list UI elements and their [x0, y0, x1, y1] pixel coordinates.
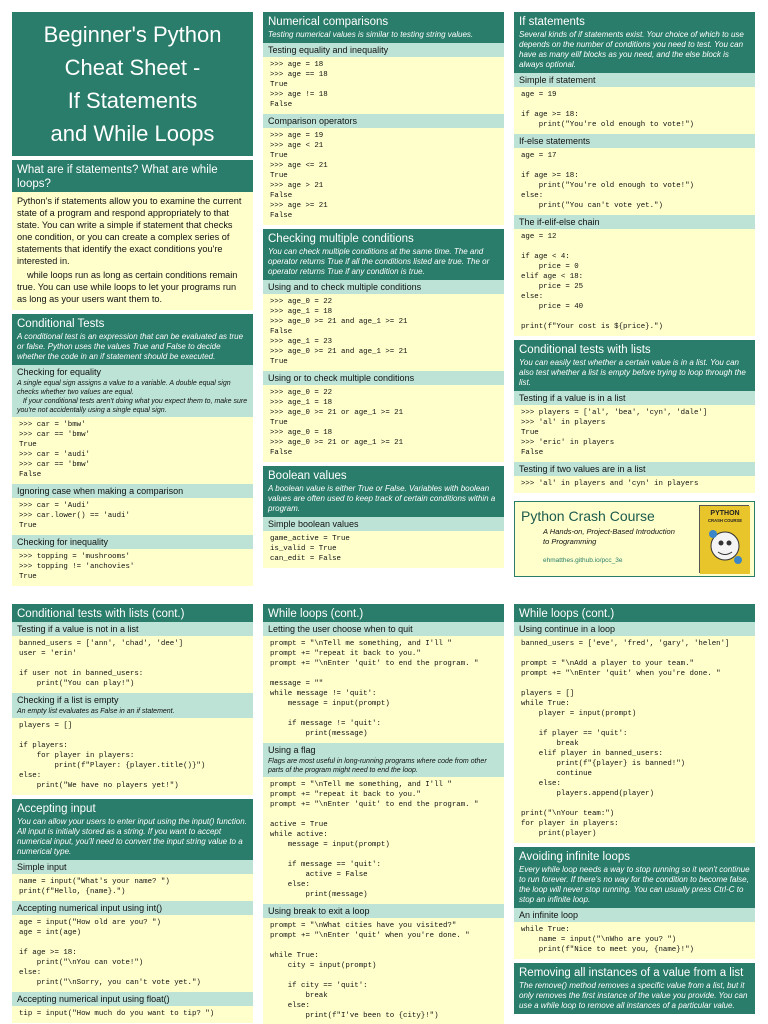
code-block: >>> age_0 = 22 >>> age_1 = 18 >>> age_0 >= 21 and age_1 >= 21 False >>> age_1 = 23 >>> age_0 >= 21 and age_1 >= 21 True	[263, 294, 504, 371]
subsection-heading: Simple if statement	[514, 73, 755, 87]
title-line: and While Loops	[50, 121, 215, 146]
column-1	[12, 12, 253, 586]
subsection-heading: Using or to check multiple conditions	[263, 371, 504, 385]
section-heading: While loops (cont.)	[514, 604, 755, 622]
section-description: You can easily test whether a certain value is in a list. You can also test whether a list is empty before trying to loop through the list.	[514, 358, 755, 391]
subsection-heading: Ignoring case when making a comparison	[12, 484, 253, 498]
column-3	[514, 12, 755, 577]
section-description: A boolean value is either True or False. Variables with boolean values are often used to keep track of certain conditions within a program.	[263, 484, 504, 517]
code-block: >>> topping = 'mushrooms' >>> topping != 'anchovies' True	[12, 549, 253, 586]
subsection-heading: Accepting numerical input using float()	[12, 992, 253, 1006]
column-5	[263, 604, 504, 1024]
code-block: >>> 'al' in players and 'cyn' in players	[514, 476, 755, 493]
book-promo	[514, 501, 755, 577]
section-heading: Checking multiple conditions	[263, 229, 504, 247]
code-block: >>> car = 'bmw' >>> car == 'bmw' True >>> car = 'audi' >>> car == 'bmw' False	[12, 417, 253, 484]
subsection-description: A single equal sign assigns a value to a variable. A double equal sign checks whether two values are equal. If your conditional tests aren't doing what you expect them to, make sure you're not accidentally using a single equal sign.	[12, 379, 253, 417]
subsection-heading: Using a flag	[263, 743, 504, 757]
section-heading: What are if statements? What are while loops?	[12, 160, 253, 192]
code-block: >>> age = 19 >>> age < 21 True >>> age <= 21 True >>> age > 21 False >>> age >= 21 False	[263, 128, 504, 225]
subsection-heading: Letting the user choose when to quit	[263, 622, 504, 636]
section-description: You can allow your users to enter input using the input() function. All input is initially stored as a string. If you want to accept numerical input, you'll need to convert the input string value to a numerical type.	[12, 817, 253, 860]
svg-text:CRASH COURSE: CRASH COURSE	[708, 518, 742, 523]
section-heading: Accepting input	[12, 799, 253, 817]
intro-paragraph: while loops run as long as certain conditions remain true. You can use while loops to let your programs run as long as your users want them to.	[17, 270, 238, 304]
book-url[interactable]: ehmatthes.github.io/pcc_3e	[543, 557, 623, 564]
subsection-heading: Simple boolean values	[263, 517, 504, 531]
code-block: banned_users = ['eve', 'fred', 'gary', 'helen'] prompt = "\nAdd a player to your team." prompt += "\nEnter 'quit' when you're done. " players = [] while True: player = input(prompt) if player == 'quit': break elif player in banned_users: print(f"{player} is banned!") continue else: players.append(player) print("\nYour team:") for player in players: print(player)	[514, 636, 755, 843]
code-block: age = 17 if age >= 18: print("You're old enough to vote!") else: print("You can't vote yet.")	[514, 148, 755, 215]
column-4	[12, 604, 253, 1023]
section-heading: While loops (cont.)	[263, 604, 504, 622]
subsection-heading: Testing if a value is in a list	[514, 391, 755, 405]
title-line: Cheat Sheet -	[64, 55, 201, 80]
code-block: prompt = "\nTell me something, and I'll " prompt += "repeat it back to you." prompt += "\nEnter 'quit' to end the program. " message = "" while message != 'quit': message = input(prompt) if message != 'quit': print(message)	[263, 636, 504, 743]
subsection-heading: An infinite loop	[514, 908, 755, 922]
subsection-heading: Using continue in a loop	[514, 622, 755, 636]
code-block: age = 19 if age >= 18: print("You're old enough to vote!")	[514, 87, 755, 134]
section-heading: Removing all instances of a value from a list	[514, 963, 755, 981]
subsection-heading: Simple input	[12, 860, 253, 874]
intro-text	[12, 192, 253, 310]
section-description: Testing numerical values is similar to testing string values.	[263, 30, 504, 43]
code-block: prompt = "\nTell me something, and I'll " prompt += "repeat it back to you." prompt += "\nEnter 'quit' to end the program. " active = True while active: message = input(prompt) if message == 'quit': active = False else: print(message)	[263, 777, 504, 904]
code-block: age = 12 if age < 4: price = 0 elif age < 18: price = 25 else: price = 40 print(f"Your cost is ${price}.")	[514, 229, 755, 336]
subsection-heading: Testing equality and inequality	[263, 43, 504, 57]
subsection-heading: Using break to exit a loop	[263, 904, 504, 918]
section-description: Several kinds of if statements exist. Your choice of which to use depends on the number of conditions you need to test. You can have as many elif blocks as you need, and the else block is always optional.	[514, 30, 755, 73]
section-heading: Conditional Tests	[12, 314, 253, 332]
subsection-heading: Checking if a list is empty	[12, 693, 253, 707]
code-block: >>> players = ['al', 'bea', 'cyn', 'dale'] >>> 'al' in players True >>> 'eric' in players False	[514, 405, 755, 462]
subsection-heading: The if-elif-else chain	[514, 215, 755, 229]
code-block: tip = input("How much do you want to tip? ")	[12, 1006, 253, 1023]
section-heading: Conditional tests with lists (cont.)	[12, 604, 253, 622]
code-block: >>> age_0 = 22 >>> age_1 = 18 >>> age_0 >= 21 or age_1 >= 21 True >>> age_0 = 18 >>> age_0 >= 21 or age_1 >= 21 False	[263, 385, 504, 462]
title-box	[12, 12, 253, 156]
subsection-heading: If-else statements	[514, 134, 755, 148]
code-block: >>> car = 'Audi' >>> car.lower() == 'audi' True	[12, 498, 253, 535]
code-block: prompt = "\nWhat cities have you visited?" prompt += "\nEnter 'quit' when you're done. " while True: city = input(prompt) if city == 'quit': break else: print(f"I've been to {city}!")	[263, 918, 504, 1024]
section-description: You can check multiple conditions at the same time. The and operator returns True if all the conditions listed are true. The or operator returns True if any condition is true.	[263, 247, 504, 280]
section-heading: Numerical comparisons	[263, 12, 504, 30]
code-block: game_active = True is_valid = True can_edit = False	[263, 531, 504, 568]
subsection-description: Flags are most useful in long-running programs where code from other parts of the program might need to end the loop.	[263, 757, 504, 777]
section-heading: Conditional tests with lists	[514, 340, 755, 358]
subsection-description: An empty list evaluates as False in an if statement.	[12, 707, 253, 718]
title-line: If Statements	[67, 88, 198, 113]
subsection-heading: Accepting numerical input using int()	[12, 901, 253, 915]
subsection-heading: Testing if a value is not in a list	[12, 622, 253, 636]
code-block: banned_users = ['ann', 'chad', 'dee'] user = 'erin' if user not in banned_users: print("You can play!")	[12, 636, 253, 693]
svg-text:PYTHON: PYTHON	[710, 510, 740, 517]
intro-paragraph: Python's if statements allow you to examine the current state of a program and respond appropriately to that state. You can write a simple if statement that checks one condition, or you can create a complex series of statements that identify the exact conditions you're interested in.	[17, 196, 242, 266]
subsection-heading: Testing if two values are in a list	[514, 462, 755, 476]
section-description: The remove() method removes a specific value from a list, but it only removes the first instance of the value you provide. You can use a while loop to remove all instances of a particular value.	[514, 981, 755, 1014]
book-cover-image	[699, 505, 749, 573]
section-description: A conditional test is an expression that can be evaluated as true or false. Python uses the values True and False to decide whether the code in an if statement should be executed.	[12, 332, 253, 365]
code-block: while True: name = input("\nWho are you? ") print(f"Nice to meet you, {name}!")	[514, 922, 755, 959]
book-subtitle: A Hands-on, Project-Based Introduction to Programming	[543, 527, 675, 546]
section-heading: Boolean values	[263, 466, 504, 484]
section-description: Every while loop needs a way to stop running so it won't continue to run forever. If there's no way for the condition to become false, the loop will never stop running. You can usually press Ctrl-C to stop an infinite loop.	[514, 865, 755, 908]
column-2	[263, 12, 504, 568]
code-block: age = input("How old are you? ") age = int(age) if age >= 18: print("\nYou can vote!") else: print("\nSorry, you can't vote yet.")	[12, 915, 253, 992]
book-title: Python Crash Course	[521, 508, 655, 524]
subsection-heading: Comparison operators	[263, 114, 504, 128]
subsection-heading: Using and to check multiple conditions	[263, 280, 504, 294]
title-line: Beginner's Python	[43, 22, 222, 47]
section-heading: Avoiding infinite loops	[514, 847, 755, 865]
column-6	[514, 604, 755, 1014]
subsection-heading: Checking for inequality	[12, 535, 253, 549]
code-block: name = input("What's your name? ") print(f"Hello, {name}.")	[12, 874, 253, 901]
code-block: players = [] if players: for player in players: print(f"Player: {player.title()}") else: print("We have no players yet!")	[12, 718, 253, 795]
subsection-heading: Checking for equality	[12, 365, 253, 379]
code-block: >>> age = 18 >>> age == 18 True >>> age != 18 False	[263, 57, 504, 114]
section-heading: If statements	[514, 12, 755, 30]
